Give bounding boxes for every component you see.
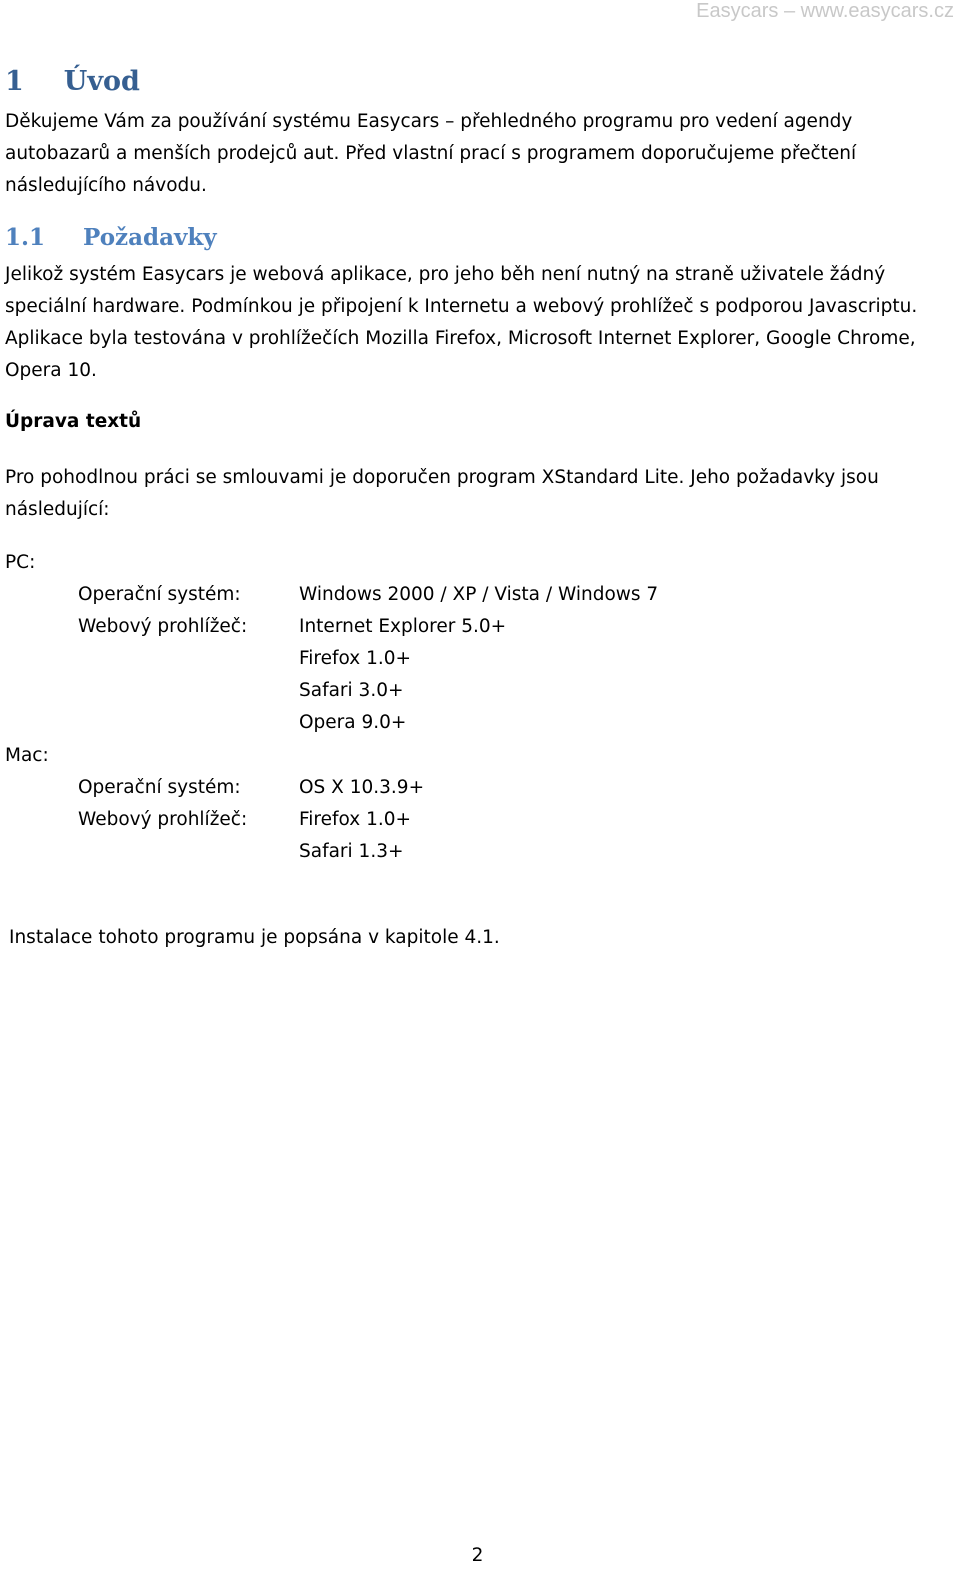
paragraph-line: následujícího návodu.	[5, 175, 207, 196]
intro-paragraph	[5, 106, 856, 202]
mac-os-label: Operační systém:	[78, 777, 241, 798]
mac-browser-item: Safari 1.3+	[299, 841, 404, 862]
pc-browser-item: Firefox 1.0+	[299, 648, 412, 669]
section-title: Úvod	[63, 66, 140, 97]
pc-os-label: Operační systém:	[78, 584, 241, 605]
install-note: Instalace tohoto programu je popsána v kapitole 4.1.	[9, 927, 500, 948]
pc-browser-item: Opera 9.0+	[299, 712, 407, 733]
pc-browser-label: Webový prohlížeč:	[78, 616, 248, 637]
paragraph-line: Jelikož systém Easycars je webová aplikace, pro jeho běh není nutný na straně uživatele žádný	[5, 264, 886, 285]
section-number: 1	[5, 66, 24, 97]
requirements-paragraph	[5, 259, 917, 387]
section-title: Požadavky	[83, 224, 217, 251]
pc-browser-item: Internet Explorer 5.0+	[299, 616, 507, 637]
paragraph-line: autobazarů a menších prodejců aut. Před vlastní prací s programem doporučujeme přečtení	[5, 143, 857, 164]
pc-label: PC:	[5, 552, 36, 573]
pc-os-value: Windows 2000 / XP / Vista / Windows 7	[299, 584, 659, 605]
section-heading-1-1	[5, 224, 217, 251]
paragraph-line: Aplikace byla testována v prohlížečích Mozilla Firefox, Microsoft Internet Explorer, Google Chrome,	[5, 328, 916, 349]
mac-browser-label: Webový prohlížeč:	[78, 809, 248, 830]
section-number: 1.1	[5, 224, 46, 251]
mac-label: Mac:	[5, 745, 49, 766]
subheading-text-editing: Úprava textů	[5, 411, 142, 432]
paragraph-line: Děkujeme Vám za používání systému Easycars – přehledného programu pro vedení agendy	[5, 111, 853, 132]
xstandard-paragraph	[5, 462, 879, 526]
mac-browser-item: Firefox 1.0+	[299, 809, 412, 830]
paragraph-line: následující:	[5, 499, 110, 520]
mac-os-value: OS X 10.3.9+	[299, 777, 425, 798]
pc-browser-item: Safari 3.0+	[299, 680, 404, 701]
paragraph-line: Pro pohodlnou práci se smlouvami je doporučen program XStandard Lite. Jeho požadavky jsou	[5, 467, 879, 488]
paragraph-line: Opera 10.	[5, 360, 97, 381]
section-heading-1	[5, 66, 140, 97]
paragraph-line: speciální hardware. Podmínkou je připojení k Internetu a webový prohlížeč s podporou Javascriptu.	[5, 296, 918, 317]
page-number: 2	[471, 1545, 484, 1566]
page-header: Easycars – www.easycars.cz	[696, 0, 954, 22]
